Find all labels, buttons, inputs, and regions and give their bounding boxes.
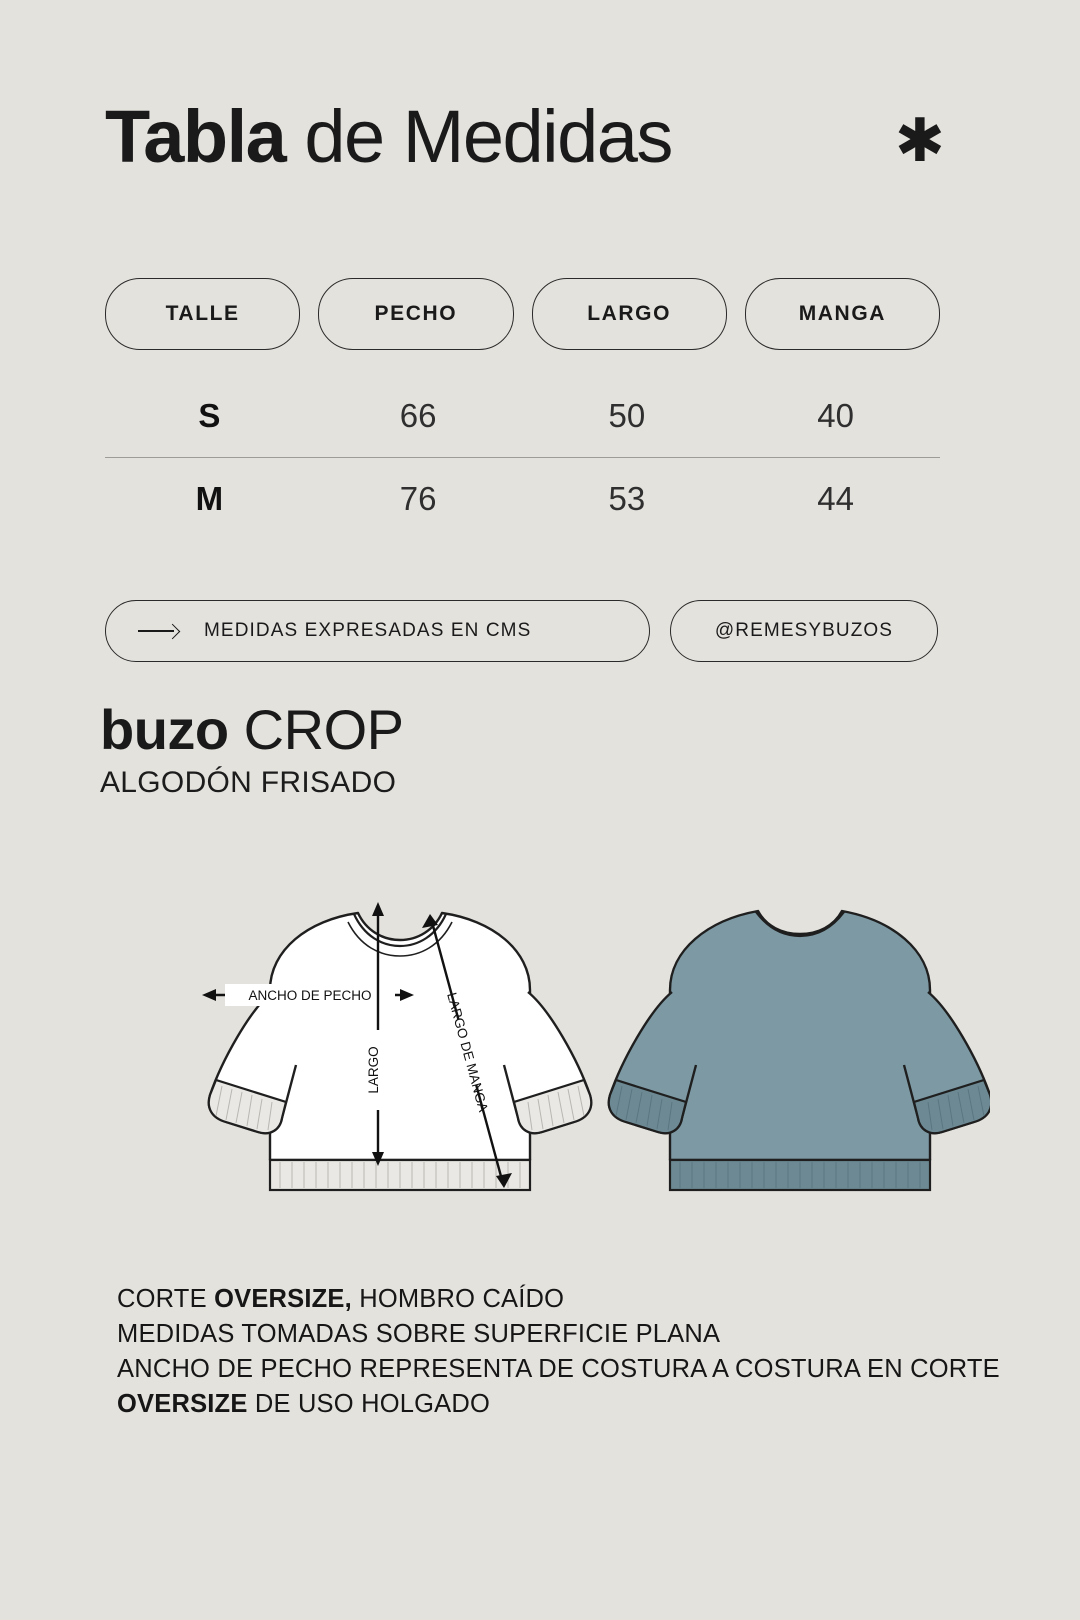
product-name-bold: buzo: [100, 698, 229, 761]
cell-manga: 44: [817, 480, 854, 517]
note-pills: [105, 600, 940, 662]
units-note: [105, 600, 650, 662]
page-title-light: de Medidas: [285, 95, 672, 178]
page-title: [105, 95, 672, 178]
sleeve-measure-label: LARGO DE MANGA: [444, 990, 491, 1114]
footer-line-1-bold: OVERSIZE,: [214, 1285, 352, 1313]
cell-talle: S: [198, 397, 221, 434]
arrow-right-icon: [138, 624, 178, 638]
footer-line-4-bold: OVERSIZE: [117, 1390, 248, 1418]
cell-largo: 53: [608, 480, 646, 517]
garment-illustration: [90, 880, 990, 1250]
column-header-pecho: PECHO: [318, 278, 513, 350]
column-header-largo: LARGO: [532, 278, 727, 350]
front-view: [202, 902, 591, 1190]
footer-line-2: MEDIDAS TOMADAS SOBRE SUPERFICIE PLANA: [117, 1320, 721, 1348]
back-view: [609, 911, 990, 1190]
garment-illustration-svg: [90, 880, 990, 1250]
footer-line-1-pre: CORTE: [117, 1285, 215, 1313]
product-name-light: CROP: [228, 698, 404, 761]
cell-manga: 40: [817, 397, 854, 434]
cell-largo: 50: [608, 397, 646, 434]
product-block: [100, 700, 403, 800]
social-handle[interactable]: [670, 600, 938, 662]
footer-line-4-post: DE USO HOLGADO: [247, 1390, 491, 1418]
table-row: [105, 457, 940, 540]
footer-line-3: ANCHO DE PECHO REPRESENTA DE COSTURA A COSTURA EN CORTE: [117, 1355, 1000, 1383]
footer-line-1-post: HOMBRO CAÍDO: [351, 1285, 565, 1313]
footer-line-4: [117, 1387, 977, 1422]
cell-pecho: 66: [399, 397, 437, 434]
product-name: [100, 700, 403, 760]
length-measure-label: LARGO: [366, 1046, 381, 1094]
cell-talle: M: [195, 480, 224, 517]
measurements-table: [105, 375, 940, 540]
asterisk-icon: ✱: [894, 107, 945, 174]
chest-measure-label: ANCHO DE PECHO: [248, 988, 372, 1003]
footer-notes: [117, 1282, 1000, 1422]
column-header-talle: TALLE: [105, 278, 300, 350]
footer-line-1: [117, 1282, 977, 1317]
cell-pecho: 76: [399, 480, 437, 517]
product-fabric: ALGODÓN FRISADO: [100, 766, 397, 800]
page-title-bold: Tabla: [105, 95, 286, 178]
table-header-pills: [105, 278, 940, 350]
table-row: [105, 375, 940, 457]
page-header: [105, 95, 975, 178]
column-header-manga: MANGA: [745, 278, 940, 350]
units-note-label: MEDIDAS EXPRESADAS EN CMS: [204, 620, 532, 641]
social-handle-label: @REMESYBUZOS: [714, 620, 894, 641]
